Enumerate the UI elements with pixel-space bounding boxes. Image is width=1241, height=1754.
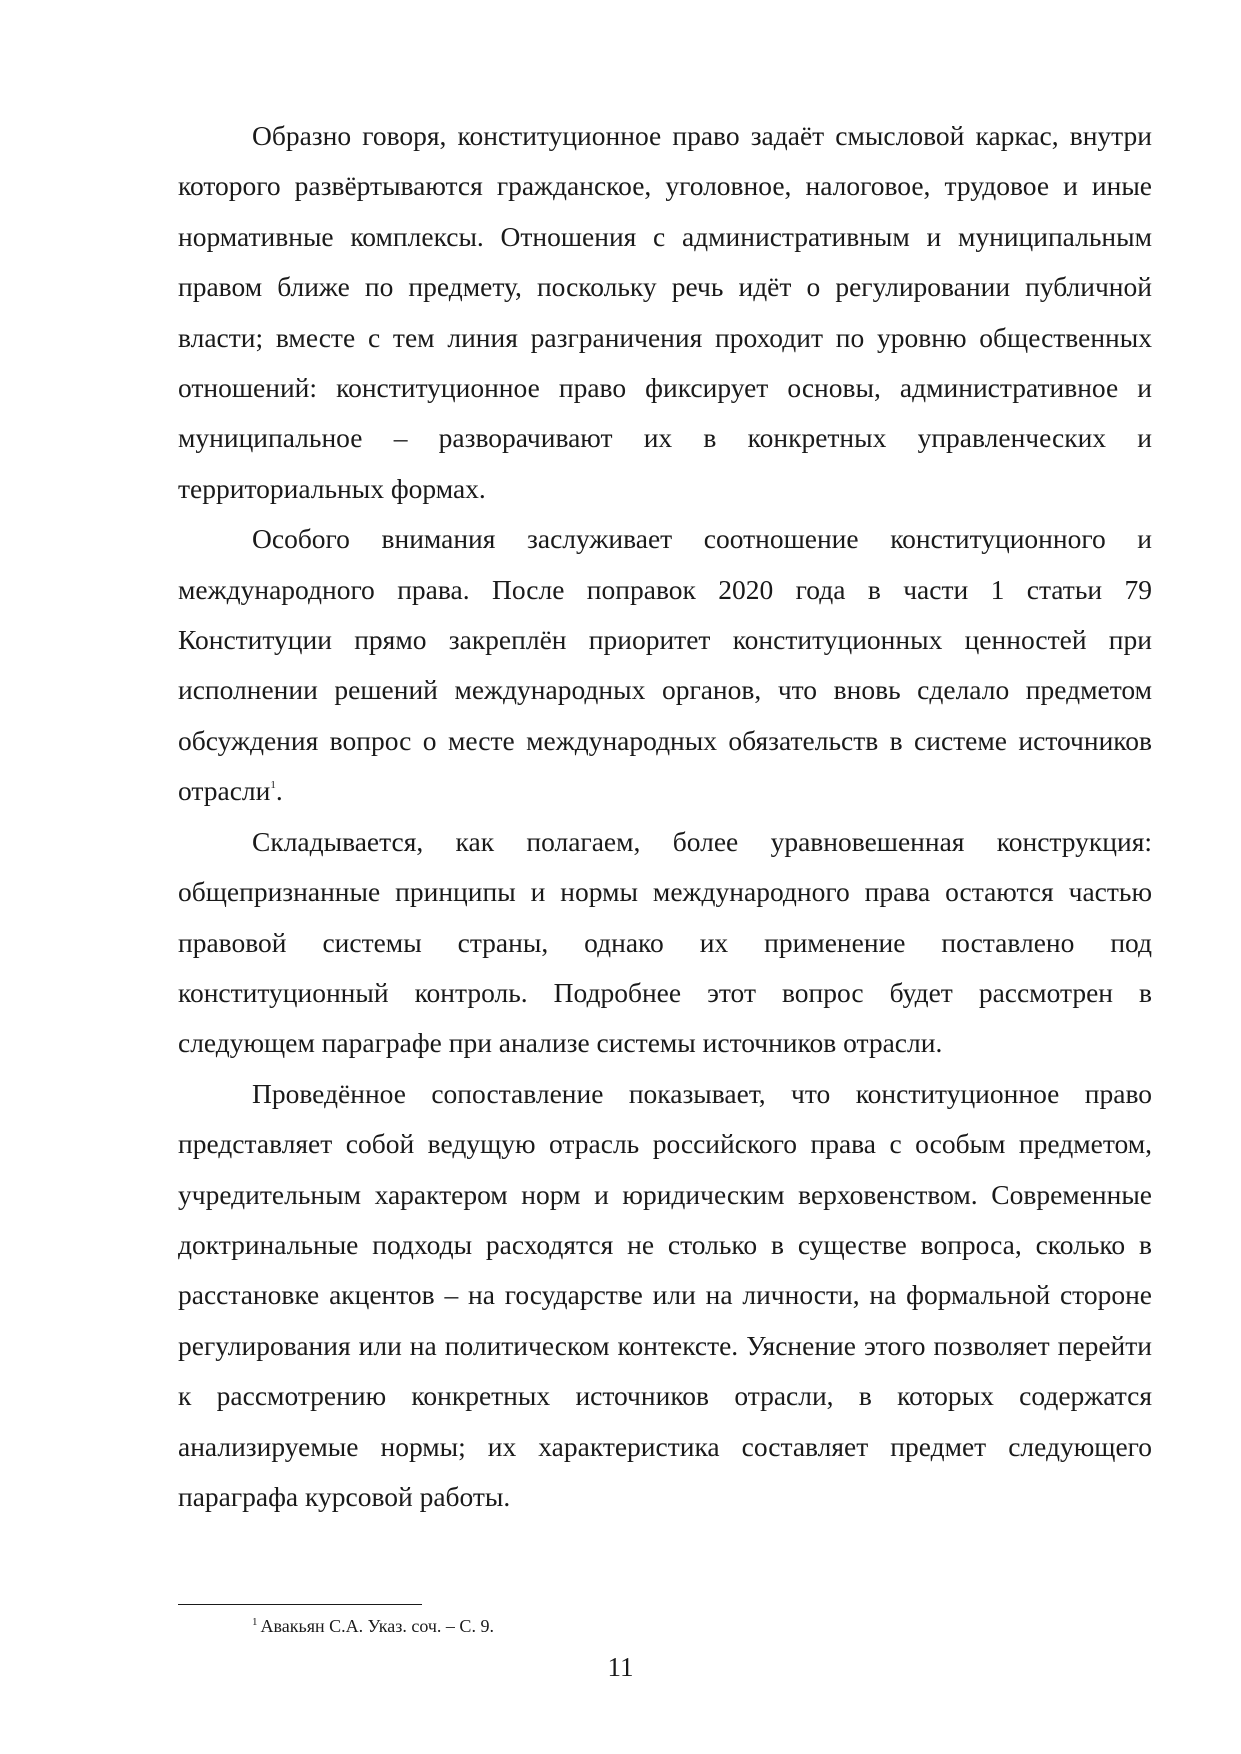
footnote-separator <box>178 1604 422 1605</box>
paragraph-4-text: Проведённое сопоставление показывает, что конституционное право представляет собой ведущую отрасль российского права с особым предметом, учредительным характером норм и юридическим верховенством. Современные доктринальные подходы расходятся не столько в существе вопроса, сколько в расстановке акцентов – на государстве или на личности, на формальной стороне регулирования или на политическом контексте. Уяснение этого позволяет перейти к рассмотрению конкретных источников отрасли, в которых содержатся анализируемые нормы; их характеристика составляет предмет следующего параграфа курсовой работы. <box>178 1077 1152 1512</box>
footnote-reference[interactable]: 1 <box>270 779 276 792</box>
body-text <box>178 111 1152 1522</box>
footnote <box>252 1614 494 1638</box>
footnote-number: 1 <box>252 1616 258 1628</box>
paragraph-3 <box>178 817 1152 1069</box>
paragraph-1 <box>178 111 1152 514</box>
paragraph-4 <box>178 1069 1152 1523</box>
paragraph-2-tail: . <box>275 775 283 807</box>
paragraph-3-text: Складывается, как полагаем, более уравновешенная конструкция: общепризнанные принципы и нормы международного права остаются частью правовой системы страны, однако их применение поставлено под конституционный контроль. Подробнее этот вопрос будет рассмотрен в следующем параграфе при анализе системы источников отрасли. <box>178 825 1152 1059</box>
paragraph-1-text: Образно говоря, конституционное право задаёт смысловой каркас, внутри которого развёртываются гражданское, уголовное, налоговое, трудовое и иные нормативные комплексы. Отношения с административным и муниципальным правом ближе по предмету, поскольку речь идёт о регулировании публичной власти; вместе с тем линия разграничения проходит по уровню общественных отношений: конституционное право фиксирует основы, административное и муниципальное – разворачивают их в конкретных управленческих и территориальных формах. <box>178 120 1152 504</box>
footnote-text: Авакьян С.А. Указ. соч. – С. 9. <box>260 1616 494 1636</box>
page-number: 11 <box>607 1652 634 1682</box>
paragraph-2-text: Особого внимания заслуживает соотношение конституционного и международного права. После поправок 2020 года в части 1 статьи 79 Конституции прямо закреплён приоритет конституционных ценностей при исполнении решений международных органов, что вновь сделало предметом обсуждения вопрос о месте международных обязательств в системе источников отрасли <box>178 523 1152 807</box>
paragraph-2 <box>178 514 1152 816</box>
